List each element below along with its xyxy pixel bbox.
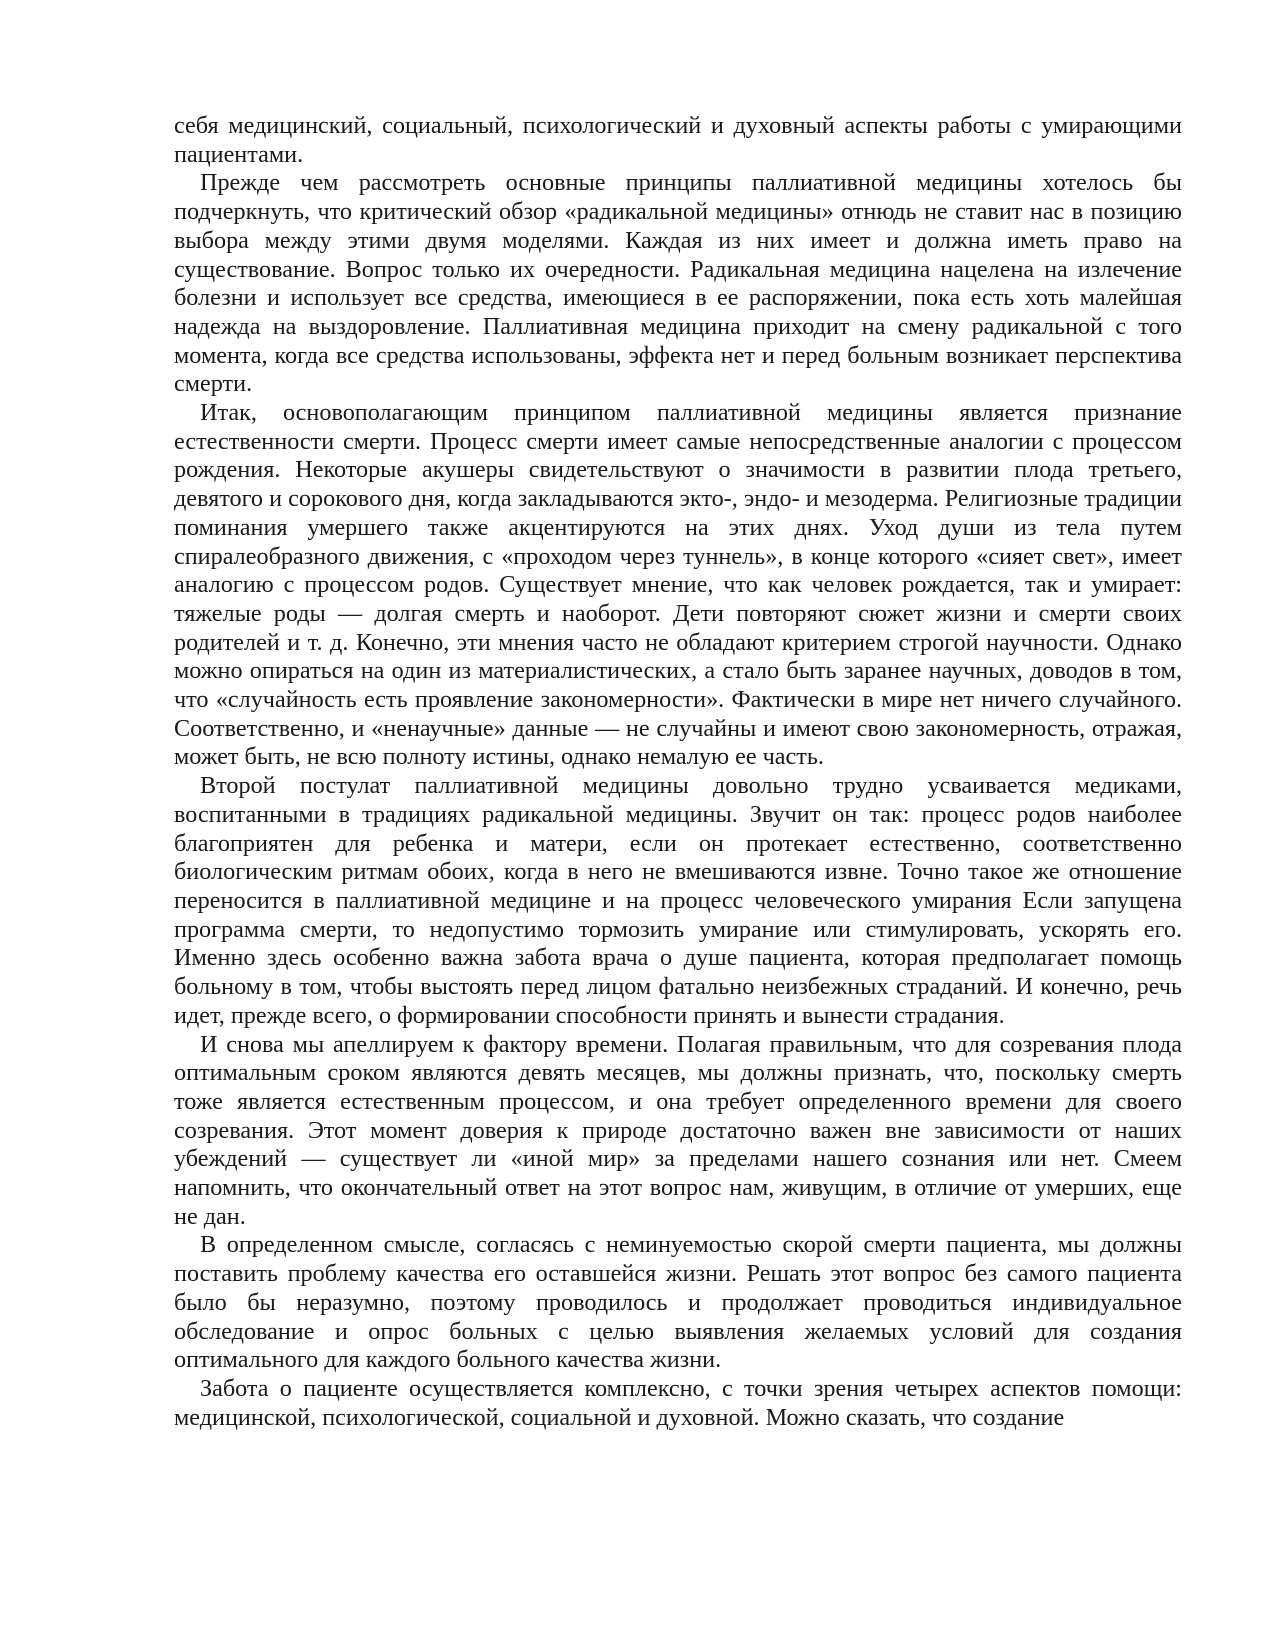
document-page [174, 112, 1182, 1432]
paragraph-3: Итак, основополагающим принципом паллиативной медицины является признание естественности смерти. Процесс смерти имеет самые непосредственные аналогии с процессом рождения. Некоторые акушеры свидетельствуют о значимости в развитии плода третьего, девятого и сорокового дня, когда закладываются экто-, эндо- и мезодерма. Религиозные традиции поминания умершего также акцентируются на этих днях. Уход души из тела путем спиралеобразного движения, с «проходом через туннель», в конце которого «сияет свет», имеет аналогию с процессом родов. Существует мнение, что как человек рождается, так и умирает: тяжелые роды — долгая смерть и наоборот. Дети повторяют сюжет жизни и смерти своих родителей и т. д. Конечно, эти мнения часто не обладают критерием строгой научности. Однако можно опираться на один из материалистических, а стало быть заранее научных, доводов в том, что «случайность есть проявление закономерности». Фактически в мире нет ничего случайного. Соответственно, и «ненаучные» данные — не случайны и имеют свою закономерность, отражая, может быть, не всю полноту истины, однако немалую ее часть. [174, 399, 1182, 771]
paragraph-1: себя медицинский, социальный, психологический и духовный аспекты работы с умирающими пациентами. [174, 112, 1182, 168]
paragraph-4: Второй постулат паллиативной медицины довольно трудно усваивается медиками, воспитанными в традициях радикальной медицины. Звучит он так: процесс родов наиболее благоприятен для ребенка и матери, если он протекает естественно, соответственно биологическим ритмам обоих, когда в него не вмешиваются извне. Точно такое же отношение переносится в паллиативной медицине и на процесс человеческого умирания Если запущена программа смерти, то недопустимо тормозить умирание или стимулировать, ускорять его. Именно здесь особенно важна забота врача о душе пациента, которая предполагает помощь больному в том, чтобы выстоять перед лицом фатально неизбежных страданий. И конечно, речь идет, прежде всего, о формировании способности принять и вынести страдания. [174, 772, 1182, 1029]
paragraph-6: В определенном смысле, согласясь с неминуемостью скорой смерти пациента, мы должны поставить проблему качества его оставшейся жизни. Решать этот вопрос без самого пациента было бы неразумно, поэтому проводилось и продолжает проводиться индивидуальное обследование и опрос больных с целью выявления желаемых условий для создания оптимального для каждого больного качества жизни. [174, 1231, 1182, 1374]
paragraph-7: Забота о пациенте осуществляется комплексно, с точки зрения четырех аспектов помощи: медицинской, психологической, социальной и духовной. Можно сказать, что создание [174, 1374, 1182, 1431]
paragraph-2: Прежде чем рассмотреть основные принципы паллиативной медицины хотелось бы подчеркнуть, что критический обзор «радикальной медицины» отнюдь не ставит нас в позицию выбора между этими двумя моделями. Каждая из них имеет и должна иметь право на существование. Вопрос только их очередности. Радикальная медицина нацелена на излечение болезни и использует все средства, имеющиеся в ее распоряжении, пока есть хоть малейшая надежда на выздоровление. Паллиативная медицина приходит на смену радикальной с того момента, когда все средства использованы, эффекта нет и перед больным возникает перспектива смерти. [174, 169, 1182, 398]
paragraph-5: И снова мы апеллируем к фактору времени. Полагая правильным, что для созревания плода оптимальным сроком являются девять месяцев, мы должны признать, что, поскольку смерть тоже является естественным процессом, и она требует определенного времени для своего созревания. Этот момент доверия к природе достаточно важен вне зависимости от наших убеждений — существует ли «иной мир» за пределами нашего сознания или нет. Смеем напомнить, что окончательный ответ на этот вопрос нам, живущим, в отличие от умерших, еще не дан. [174, 1030, 1182, 1230]
